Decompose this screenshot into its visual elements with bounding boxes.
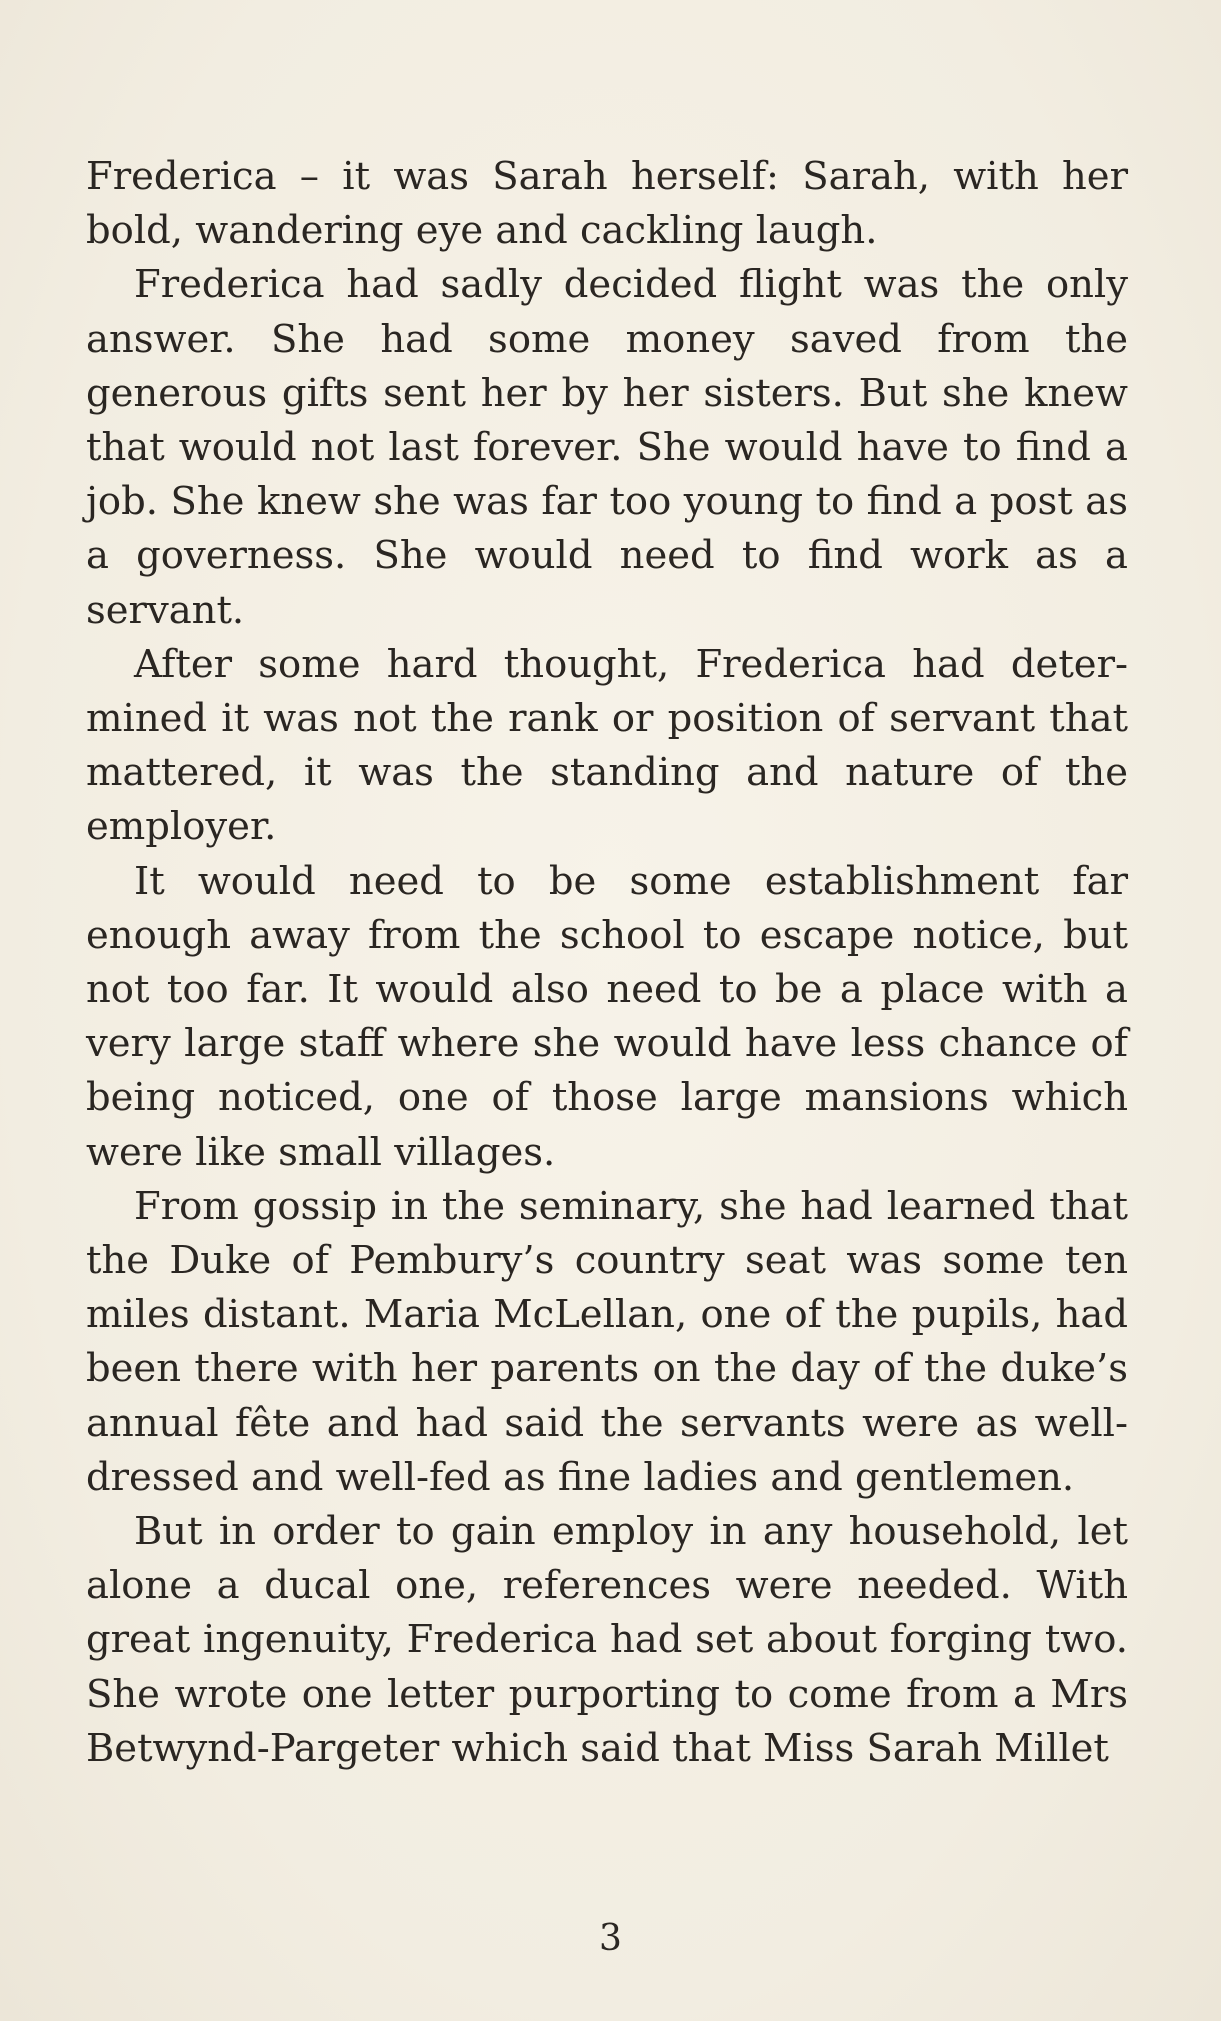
paragraph-2: Frederica had sadly decided flight was the only answer. She had some money saved from the generous gifts sent her by her sisters. But she knew that would not last forever. She would have to find a job. She knew she was far too young to find a post as a governess. She would need to find work as a servant.: [86, 262, 1128, 633]
paragraph-4: It would need to be some establishment far enough away from the school to escape notice, but not too far. It would also need to be a place with a very large staff where she would have less chance of being noticed, one of those large mansions which were like small villages.: [86, 858, 1128, 1175]
page-number: 3: [599, 1918, 622, 1959]
paragraph-5: From gossip in the seminary, she had learned that the Duke of Pembury’s country seat was some ten miles distant. Maria McLellan, one of the pupils, had been there with her parents on the day of the duke’s annual fête and had said the servants were as well-dressed and well-fed as fine ladies and gentlemen.: [86, 1183, 1128, 1500]
paragraph-1: Frederica – it was Sarah herself: Sarah, with her bold, wandering eye and cackling laugh.: [86, 154, 1128, 254]
paragraph-3: After some hard thought, Frederica had determined it was not the rank or position of servant that mattered, it was the standing and nature of the employer.: [86, 641, 1128, 850]
paragraph-6: But in order to gain employ in any household, let alone a ducal one, references were needed. With great ingenuity, Frederica had set about forging two. She wrote one letter purporting to come from a Mrs Betwynd-Pargeter which said that Miss Sarah Millet: [86, 1509, 1128, 1771]
body-text: [86, 150, 1128, 1776]
